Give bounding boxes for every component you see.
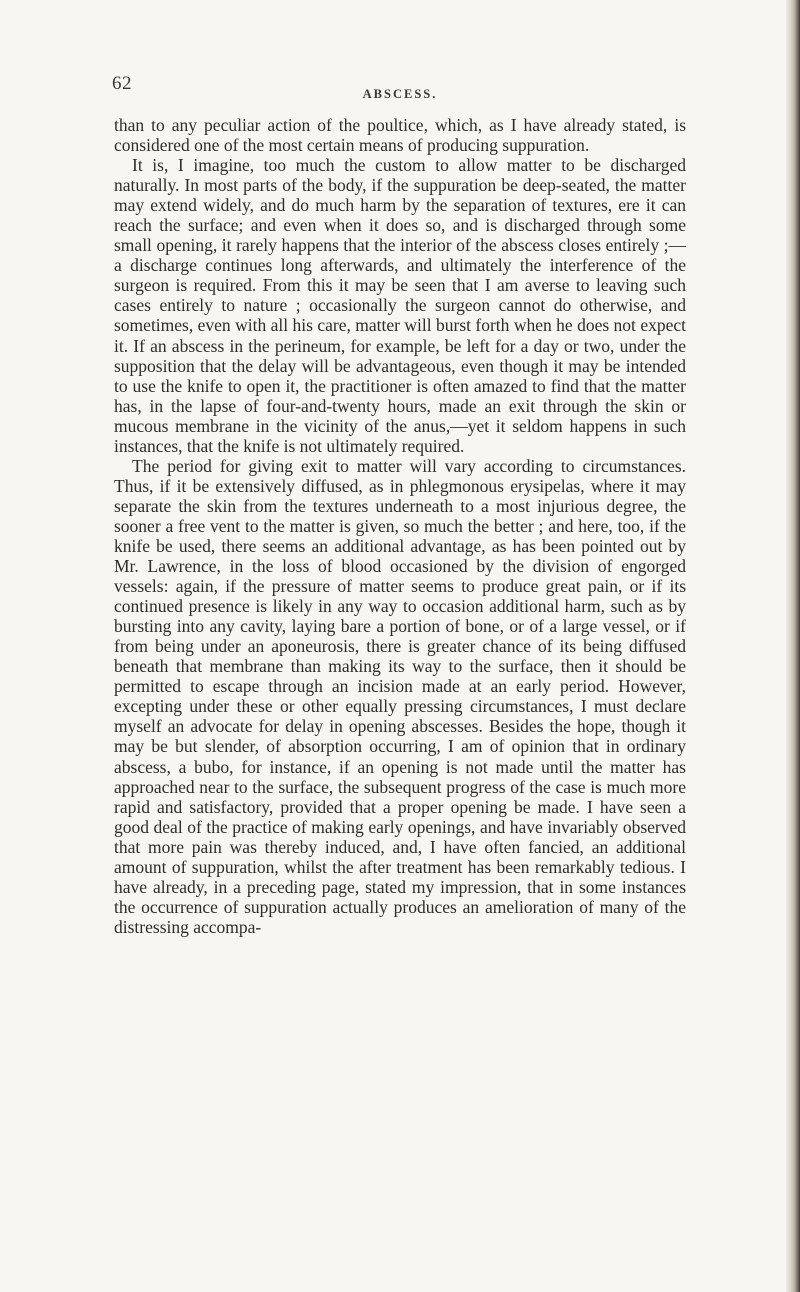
paragraph-2: It is, I imagine, too much the custom to allow matter to be discharged naturally. In most parts of the body, if the suppuration be deep-seated, the matter may extend widely, and do much harm by the separation of textures, ere it can reach the surface; and even when it does so, and is discharged through some small opening, it rarely happens that the interior of the abscess closes entirely ;—a discharge continues long afterwards, and ultimately the interference of the surgeon is required. From this it may be seen that I am averse to leaving such cases entirely to nature ; occasionally the surgeon cannot do otherwise, and sometimes, even with all his care, matter will burst forth when he does not expect it. If an abscess in the perineum, for example, be left for a day or two, under the supposition that the delay will be advantageous, even though it may be intended to use the knife to open it, the practitioner is often amazed to find that the matter has, in the lapse of four-and-twenty hours, made an exit through the skin or mucous membrane in the vicinity of the anus,—yet it seldom happens in such instances, that the knife is not ultimately required. <box>114 155 686 456</box>
running-head: ABSCESS. <box>362 87 438 101</box>
paragraph-1: than to any peculiar action of the poultice, which, as I have already stated, is considered one of the most certain means of producing suppuration. <box>114 115 686 156</box>
body-text <box>114 115 686 937</box>
paragraph-3: The period for giving exit to matter will vary according to circumstances. Thus, if it be extensively diffused, as in phlegmonous erysipelas, where it may separate the skin from the textures underneath to a most injurious degree, the sooner a free vent to the matter is given, so much the better ; and here, too, if the knife be used, there seems an additional advantage, as has been pointed out by Mr. Lawrence, in the loss of blood occasioned by the division of engorged vessels: again, if the pressure of matter seems to produce great pain, or if its continued presence is likely in any way to occasion additional harm, such as by bursting into any cavity, laying bare a portion of bone, or of a large vessel, or if from being under an aponeurosis, there is greater chance of its being diffused beneath that membrane than making its way to the surface, then it should be permitted to escape through an incision made at an early period. However, excepting under these or other equally pressing circumstances, I must declare myself an advocate for delay in opening abscesses. Besides the hope, though it may be but slender, of absorption occurring, I am of opinion that in ordinary abscess, a bubo, for instance, if an opening is not made until the matter has approached near to the surface, the subsequent progress of the case is much more rapid and satisfactory, provided that a proper opening be made. I have seen a good deal of the practice of making early openings, and have invariably observed that more pain was thereby induced, and, I have often fancied, an additional amount of suppuration, whilst the after treatment has been remarkably tedious. I have already, in a preceding page, stated my impression, that in some instances the occurrence of suppuration actually produces an amelioration of many of the distressing accompa- <box>114 455 686 937</box>
page-edge-shadow <box>786 0 800 1292</box>
page-number: 62 <box>112 73 132 94</box>
